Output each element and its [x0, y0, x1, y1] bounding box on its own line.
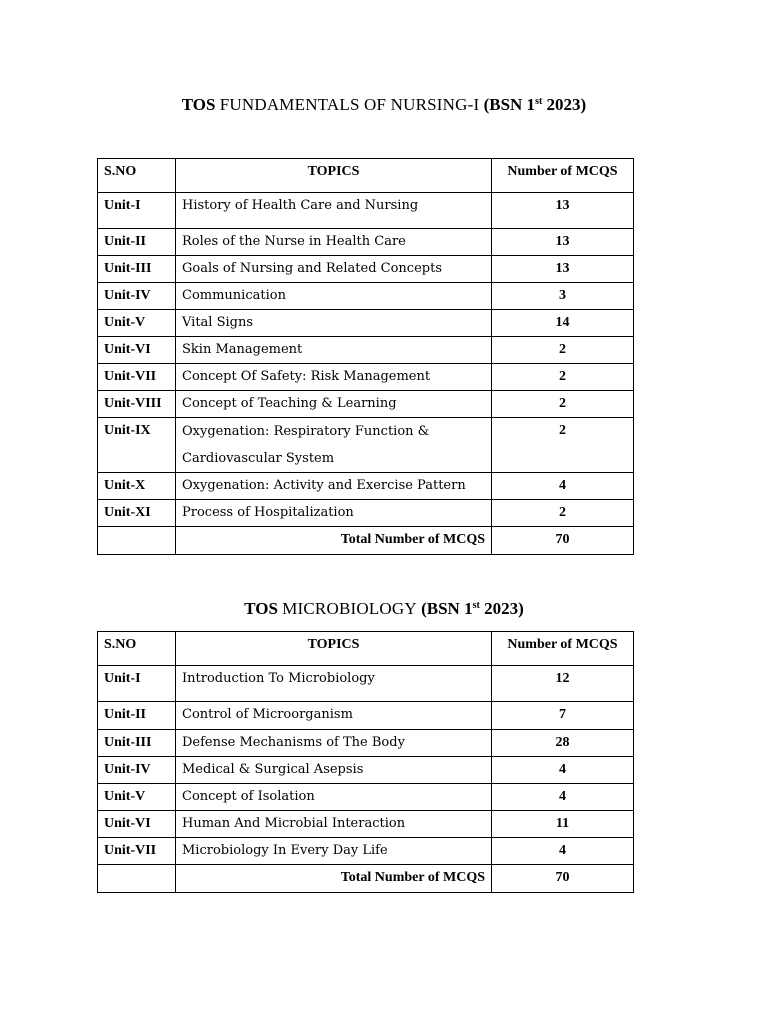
count-cell: 13: [492, 193, 634, 229]
count-cell: 28: [492, 730, 634, 757]
unit-cell: Unit-VI: [98, 337, 176, 364]
topic-cell: Medical & Surgical Asepsis: [176, 757, 492, 784]
table-row: [98, 229, 634, 256]
table-row: [98, 730, 634, 757]
header-row: [98, 632, 634, 666]
unit-cell: Unit-X: [98, 473, 176, 500]
unit-cell: Unit-XI: [98, 500, 176, 527]
header-row: [98, 159, 634, 193]
total-row: [98, 527, 634, 555]
table-row: [98, 757, 634, 784]
total-value: 70: [492, 865, 634, 893]
topic-cell: Microbiology In Every Day Life: [176, 838, 492, 865]
fundamentals-tos-table: [97, 158, 634, 555]
title-year: 2023): [484, 599, 524, 618]
header-count: Number of MCQS: [492, 159, 634, 193]
topic-cell: Goals of Nursing and Related Concepts: [176, 256, 492, 283]
header-topics: TOPICS: [176, 632, 492, 666]
unit-cell: Unit-IV: [98, 283, 176, 310]
title-program: (BSN 1: [483, 95, 536, 114]
table-row: [98, 283, 634, 310]
table-row: [98, 364, 634, 391]
count-cell: 4: [492, 838, 634, 865]
count-cell: 2: [492, 418, 634, 473]
topic-cell: History of Health Care and Nursing: [176, 193, 492, 229]
table-row: [98, 702, 634, 730]
topic-cell: Concept of Teaching & Learning: [176, 391, 492, 418]
table-row: [98, 811, 634, 838]
table-row: [98, 256, 634, 283]
microbiology-tos-table: [97, 631, 634, 893]
unit-cell: Unit-IV: [98, 757, 176, 784]
count-cell: 14: [492, 310, 634, 337]
count-cell: 4: [492, 473, 634, 500]
count-cell: 2: [492, 391, 634, 418]
table-row: [98, 473, 634, 500]
unit-cell: Unit-VI: [98, 811, 176, 838]
table-row: [98, 838, 634, 865]
table-row: [98, 666, 634, 702]
count-cell: 13: [492, 256, 634, 283]
topic-cell: Process of Hospitalization: [176, 500, 492, 527]
count-cell: 2: [492, 500, 634, 527]
topic-cell: Defense Mechanisms of The Body: [176, 730, 492, 757]
table-row: [98, 337, 634, 364]
unit-cell: Unit-I: [98, 193, 176, 229]
topic-cell: Concept Of Safety: Risk Management: [176, 364, 492, 391]
count-cell: 11: [492, 811, 634, 838]
count-cell: 4: [492, 757, 634, 784]
count-cell: 12: [492, 666, 634, 702]
table-row: [98, 310, 634, 337]
topic-line: Cardiovascular System: [182, 451, 335, 466]
unit-cell: Unit-V: [98, 784, 176, 811]
total-value: 70: [492, 527, 634, 555]
count-cell: 4: [492, 784, 634, 811]
unit-cell: Unit-I: [98, 666, 176, 702]
table-row: [98, 784, 634, 811]
title-year: 2023): [546, 95, 587, 114]
title-prefix: TOS: [244, 599, 278, 618]
unit-cell: Unit-II: [98, 229, 176, 256]
topic-cell: Skin Management: [176, 337, 492, 364]
title-sup: st: [472, 600, 480, 611]
topic-cell: [176, 418, 492, 473]
unit-cell: Unit-II: [98, 702, 176, 730]
unit-cell: Unit-III: [98, 730, 176, 757]
header-topics: TOPICS: [176, 159, 492, 193]
count-cell: 2: [492, 337, 634, 364]
unit-cell: Unit-VII: [98, 364, 176, 391]
table-row: [98, 391, 634, 418]
total-label: Total Number of MCQS: [176, 865, 492, 893]
header-sno: S.NO: [98, 632, 176, 666]
unit-cell: Unit-VII: [98, 838, 176, 865]
header-count: Number of MCQS: [492, 632, 634, 666]
title-subject: FUNDAMENTALS OF NURSING-I: [219, 95, 480, 114]
unit-cell: Unit-V: [98, 310, 176, 337]
topic-cell: Communication: [176, 283, 492, 310]
count-cell: 2: [492, 364, 634, 391]
unit-cell: Unit-IX: [98, 418, 176, 473]
table2-title: [0, 599, 768, 619]
title-sup: st: [535, 96, 543, 107]
title-subject: MICROBIOLOGY: [282, 599, 417, 618]
count-cell: 7: [492, 702, 634, 730]
empty-cell: [98, 527, 176, 555]
topic-cell: Oxygenation: Activity and Exercise Pattern: [176, 473, 492, 500]
total-row: [98, 865, 634, 893]
table-row: [98, 193, 634, 229]
topic-line: Oxygenation: Respiratory Function &: [182, 424, 430, 439]
unit-cell: Unit-VIII: [98, 391, 176, 418]
count-cell: 3: [492, 283, 634, 310]
topic-cell: Concept of Isolation: [176, 784, 492, 811]
header-sno: S.NO: [98, 159, 176, 193]
table-row: [98, 500, 634, 527]
topic-cell: Roles of the Nurse in Health Care: [176, 229, 492, 256]
title-prefix: TOS: [181, 95, 216, 114]
title-program: (BSN 1: [421, 599, 473, 618]
topic-cell: Human And Microbial Interaction: [176, 811, 492, 838]
topic-cell: Vital Signs: [176, 310, 492, 337]
total-label: Total Number of MCQS: [176, 527, 492, 555]
empty-cell: [98, 865, 176, 893]
count-cell: 13: [492, 229, 634, 256]
table1-title: [0, 95, 768, 115]
table-row: [98, 418, 634, 473]
unit-cell: Unit-III: [98, 256, 176, 283]
topic-cell: Introduction To Microbiology: [176, 666, 492, 702]
topic-cell: Control of Microorganism: [176, 702, 492, 730]
